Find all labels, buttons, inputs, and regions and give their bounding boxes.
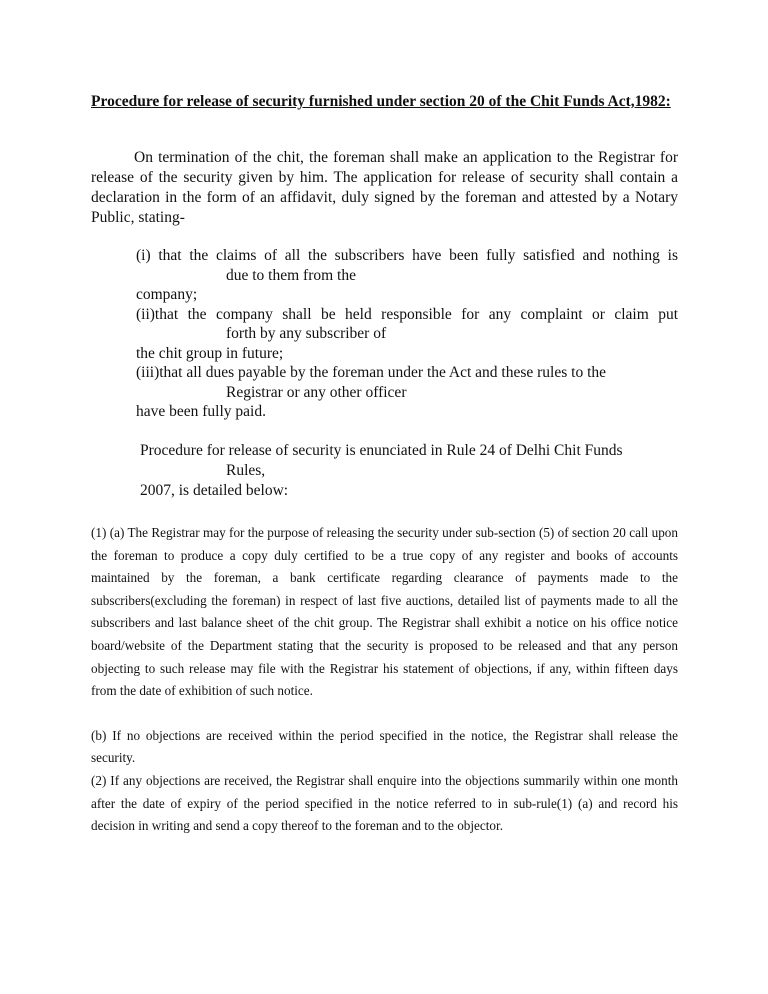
rules-section: [91, 522, 678, 838]
condition-1-line: (i) that the claims of all the subscribers have been fully satisfied and nothing is: [136, 247, 678, 264]
rule-2-paragraph: (2) If any objections are received, the Registrar shall enquire into the objections summarily within one month after the date of expiry of the period specified in the notice referred to in sub-rule(1) (a) and record his decision in writing and send a copy thereof to the foreman and to the objector.: [91, 772, 678, 834]
intro-paragraph: [91, 148, 678, 228]
procedure-line-2: Rules,: [226, 462, 266, 479]
rule-1b-paragraph: (b) If no objections are received within the period specified in the notice, the Registrar shall release the security.: [91, 727, 678, 766]
condition-3-line: (iii)that all dues payable by the foreman under the Act and these rules to the: [136, 364, 607, 381]
procedure-heading: [140, 441, 680, 501]
paragraph-spacer: [91, 703, 678, 725]
procedure-line-1: Procedure for release of security is enunciated in Rule 24 of Delhi Chit Funds: [140, 442, 623, 459]
condition-1-continuation: due to them from the: [226, 266, 356, 284]
document-title: Procedure for release of security furnished under section 20 of the Chit Funds Act,1982:: [91, 93, 671, 110]
procedure-line-3: 2007, is detailed below:: [140, 482, 289, 499]
rule-1a-paragraph: (1) (a) The Registrar may for the purpose of releasing the security under sub-section (5) of section 20 call upon the foreman to produce a copy duly certified to be a true copy of any register and books of accounts maintained by the foreman, a bank certificate regarding clearance of payments made to the subscribers(excluding the foreman) in respect of last five auctions, detailed list of payments made to all the subscribers and last balance sheet of the chit group. The Registrar shall exhibit a notice on his office notice board/website of the Department stating that the security is proposed to be released and that any person objecting to such release may file with the Registrar his statement of objections, if any, within fifteen days from the date of exhibition of such notice.: [91, 525, 678, 699]
condition-1-tail: company;: [136, 286, 198, 303]
condition-2-tail: the chit group in future;: [136, 344, 284, 362]
condition-2-continuation: forth by any subscriber of: [226, 325, 387, 342]
intro-text: On termination of the chit, the foreman shall make an application to the Registrar for release of the security given by him. The application for release of security shall contain a declaration in the form of an affidavit, duly signed by the foreman and attested by a Notary Public, stating-: [91, 149, 678, 226]
conditions-list: [136, 246, 678, 422]
condition-3-tail: have been fully paid.: [136, 403, 266, 420]
condition-3-continuation: Registrar or any other officer: [226, 383, 407, 401]
condition-2-line: (ii)that the company shall be held responsible for any complaint or claim put: [136, 305, 678, 323]
